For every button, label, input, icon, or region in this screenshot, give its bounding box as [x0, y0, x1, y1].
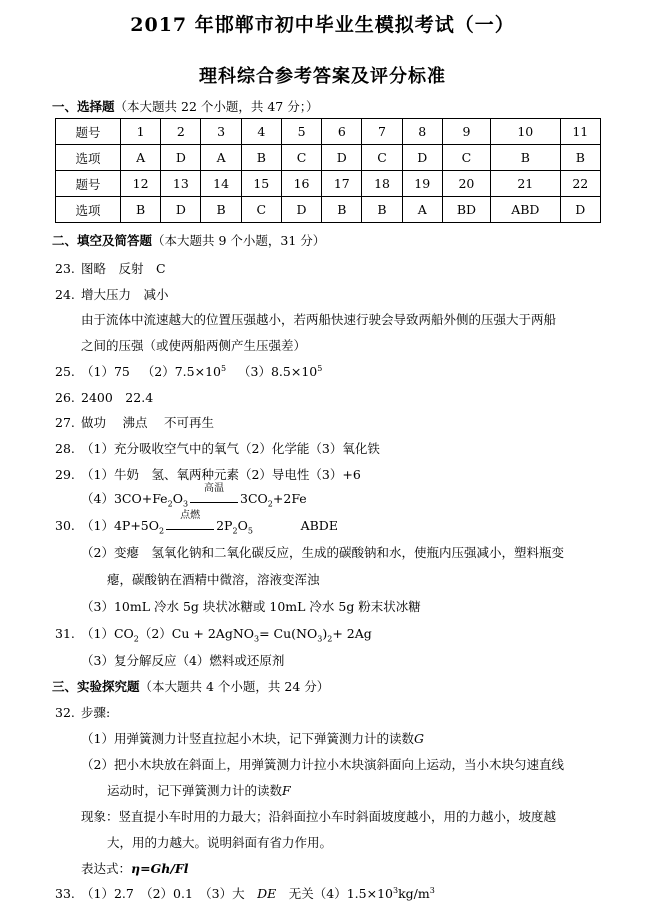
- answer-table-cell: 8: [402, 119, 442, 145]
- answer-table-cell: 10: [491, 119, 561, 145]
- q23-num: 23.: [55, 261, 75, 276]
- q33: [55, 884, 435, 902]
- answer-table-cell: 7: [362, 119, 402, 145]
- q33-var: DE: [257, 886, 277, 901]
- answer-table-cell: D: [161, 197, 201, 223]
- answer-table-cell: B: [121, 197, 161, 223]
- q25-p3: （3）8.5×10: [238, 364, 318, 379]
- q27-num: 27.: [55, 415, 75, 430]
- answer-table-header-cell: 选项: [56, 197, 121, 223]
- q30-part1: 30. $(1)4P+5O_2$ 点燃 $2P_2O_5$ ABDE: [55, 516, 338, 536]
- section3-note: （本大题共 4 个小题，共 24 分）: [139, 679, 330, 694]
- q32-step1-text: （1）用弹簧测力计竖直拉起小木块，记下弹簧测力计的读数: [81, 731, 414, 746]
- q28-num: 28.: [55, 441, 75, 456]
- answer-table-cell: D: [161, 145, 201, 171]
- q32-step2-text: 运动时，记下弹簧测力计的读数: [107, 783, 283, 798]
- answer-table-cell: 12: [121, 171, 161, 197]
- q30-p1-right: 2P: [216, 518, 233, 533]
- q31-p1b: （2）Cu + 2AgNO: [138, 626, 255, 641]
- answer-table-cell: 19: [402, 171, 442, 197]
- answer-table-cell: 11: [560, 119, 600, 145]
- answer-table-header-cell: 题号: [56, 119, 121, 145]
- q24-explain-1: 由于流体中流速越大的位置压强越小，若两船快速行驶会导致两船外侧的压强大于两船: [81, 312, 557, 327]
- q31-part2: （3）复分解反应（4）燃料或还原剂: [81, 653, 285, 668]
- q31-p1d: ): [322, 626, 328, 641]
- q32-steps: [55, 703, 110, 721]
- q24-num: 24.: [55, 287, 75, 302]
- q33-unit-exp: 3: [429, 885, 435, 895]
- q32-expression: [81, 859, 189, 877]
- q31-p1c: = Cu(NO: [259, 626, 318, 641]
- q29-text: （1）牛奶 氢、氧两种元素（2）导电性（3）+6: [81, 467, 361, 482]
- q23: [55, 259, 166, 277]
- q31-p1e: + 2Ag: [332, 626, 372, 641]
- section1-heading: [52, 97, 318, 115]
- q31-num: 31.: [55, 626, 75, 641]
- q32-step2-b: [107, 781, 291, 799]
- answer-table-cell: C: [442, 145, 490, 171]
- answer-table-cell: BD: [442, 197, 490, 223]
- answer-table-cell: C: [362, 145, 402, 171]
- answer-table-cell: 1: [121, 119, 161, 145]
- answer-table-cell: 22: [560, 171, 600, 197]
- q30-eq-arrow: [166, 510, 214, 533]
- q30-num: 30.: [55, 518, 75, 533]
- answer-table-row: [56, 197, 601, 223]
- answer-table-row: [56, 119, 601, 145]
- answer-table-cell: 21: [491, 171, 561, 197]
- q25: [55, 362, 322, 380]
- answer-table-cell: 14: [201, 171, 241, 197]
- answer-table-cell: A: [121, 145, 161, 171]
- answer-table-cell: B: [560, 145, 600, 171]
- answer-table-cell: 13: [161, 171, 201, 197]
- answer-table-cell: 9: [442, 119, 490, 145]
- answer-table-cell: A: [402, 197, 442, 223]
- answer-table-cell: D: [402, 145, 442, 171]
- section2-note: （本大题共 9 个小题，31 分）: [152, 233, 326, 248]
- answer-table-cell: 18: [362, 171, 402, 197]
- q32-step2-var: F: [282, 783, 291, 798]
- answer-table-cell: 20: [442, 171, 490, 197]
- q31-p1: （1）CO: [81, 626, 134, 641]
- answer-table-cell: A: [201, 145, 241, 171]
- q32-step2-a: （2）把小木块放在斜面上，用弹簧测力计拉小木块演斜面向上运动，当小木块匀速直线: [81, 757, 564, 772]
- q33-num: 33.: [55, 886, 75, 901]
- section3-heading: [52, 677, 329, 695]
- q27: [55, 413, 214, 431]
- q25-p2: （2）7.5×10: [141, 364, 221, 379]
- q25-num: 25.: [55, 364, 75, 379]
- q33-text1: （1）2.7 （2）0.1 （3）大: [81, 886, 258, 901]
- q24-text: 增大压力 减小: [81, 287, 169, 302]
- answer-table-cell: 17: [322, 171, 362, 197]
- answer-table-cell: B: [241, 145, 281, 171]
- q31-part1: 31. $(1)CO_2(2)Cu$ + 2AgNO$_3$= $Cu(NO_3)_2+ 2Ag$: [55, 626, 372, 644]
- q25-p1: （1）75: [81, 364, 130, 379]
- answer-key-title: 理科综合参考答案及评分标准: [199, 66, 446, 87]
- q25-p3-exp: 5: [317, 363, 323, 373]
- q29-cond: 高温: [204, 483, 225, 494]
- q29-eq-arrow: [190, 483, 238, 506]
- q29-p4-right: 3CO: [240, 491, 268, 506]
- q26: [55, 388, 153, 406]
- q25-p2-exp: 5: [221, 363, 227, 373]
- section1-label: 一、选择题: [52, 99, 115, 114]
- answer-table-cell: 2: [161, 119, 201, 145]
- answer-table-cell: D: [560, 197, 600, 223]
- section3-label: 三、实验探究题: [52, 679, 140, 694]
- q32-expr-value: η=Gh/Fl: [131, 861, 189, 876]
- q30-part2-a: （2）变瘪 氢氧化钠和二氧化碳反应，生成的碳酸钠和水，使瓶内压强减小，塑料瓶变: [81, 545, 564, 560]
- q29-part4: $(4)3CO+Fe_2O_3$ 高温 $3CO_2+2Fe$: [81, 489, 307, 509]
- q33-exp: 3: [393, 885, 399, 895]
- answer-table-cell: B: [362, 197, 402, 223]
- answer-table-row: [56, 171, 601, 197]
- section2-label: 二、填空及简答题: [52, 233, 153, 248]
- q26-text: 2400 22.4: [81, 390, 154, 405]
- answer-table-row: [56, 145, 601, 171]
- q28: [55, 439, 380, 457]
- answer-table-cell: B: [322, 197, 362, 223]
- q32-num: 32.: [55, 705, 75, 720]
- answer-table: [55, 118, 601, 223]
- answer-table-cell: B: [201, 197, 241, 223]
- q26-num: 26.: [55, 390, 75, 405]
- answer-table-cell: 3: [201, 119, 241, 145]
- q24: [55, 285, 169, 303]
- answer-table-cell: 15: [241, 171, 281, 197]
- q33-text2: 无关（4）1.5×10: [276, 886, 393, 901]
- q28-text: （1）充分吸收空气中的氧气（2）化学能（3）氧化铁: [81, 441, 380, 456]
- q32-step1: [81, 729, 424, 747]
- q30-p1-label: （1）: [81, 518, 114, 533]
- section1-note: （本大题共 22 个小题，共 47 分；）: [114, 99, 319, 114]
- answer-table-cell: C: [241, 197, 281, 223]
- q30-cond: 点燃: [180, 510, 201, 521]
- q32-phenomenon-1: 现象：竖直提小车时用的力最大；沿斜面拉小车时斜面坡度越小，用的力越小，坡度越: [81, 809, 557, 824]
- answer-table-cell: B: [491, 145, 561, 171]
- exam-title: 2017 年邯郸市初中毕业生模拟考试（一）: [130, 14, 515, 36]
- answer-table-cell: 5: [281, 119, 321, 145]
- q24-explain-2: 之间的压强（或使两船两侧产生压强差）: [81, 338, 307, 353]
- q32-expr-label: 表达式：: [81, 861, 132, 876]
- answer-table-cell: D: [281, 197, 321, 223]
- q27-text: 做功 沸点 不可再生: [81, 415, 214, 430]
- q29-p4-label: （4）: [81, 491, 114, 506]
- q29-p4-right2: +2Fe: [272, 491, 307, 506]
- answer-table-cell: 4: [241, 119, 281, 145]
- answer-table-header-cell: 题号: [56, 171, 121, 197]
- q29-num: 29.: [55, 467, 75, 482]
- q32-step1-var: G: [413, 731, 424, 746]
- answer-table-cell: 6: [322, 119, 362, 145]
- q30-part2-b: 瘪，碳酸钠在酒精中微溶，溶液变浑浊: [107, 572, 320, 587]
- q32-steps-label: 步骤:: [81, 705, 111, 720]
- answer-table-cell: ABD: [491, 197, 561, 223]
- q29-p4-left: 3CO+Fe: [113, 491, 168, 506]
- answer-table-cell: D: [322, 145, 362, 171]
- q33-unit: kg/m: [398, 886, 430, 901]
- q23-text: 图略 反射 C: [81, 261, 166, 276]
- answer-table-cell: C: [281, 145, 321, 171]
- q32-phenomenon-2: 大，用的力越大。说明斜面有省力作用。: [107, 835, 333, 850]
- section2-heading: [52, 231, 325, 249]
- q30-p1-answer: ABDE: [300, 518, 338, 533]
- answer-table-header-cell: 选项: [56, 145, 121, 171]
- answer-table-cell: 16: [281, 171, 321, 197]
- q30-part3: （3）10mL 冷水 5g 块状冰糖或 10mL 冷水 5g 粉末状冰糖: [81, 599, 421, 614]
- q30-p1-left: 4P+5O: [113, 518, 159, 533]
